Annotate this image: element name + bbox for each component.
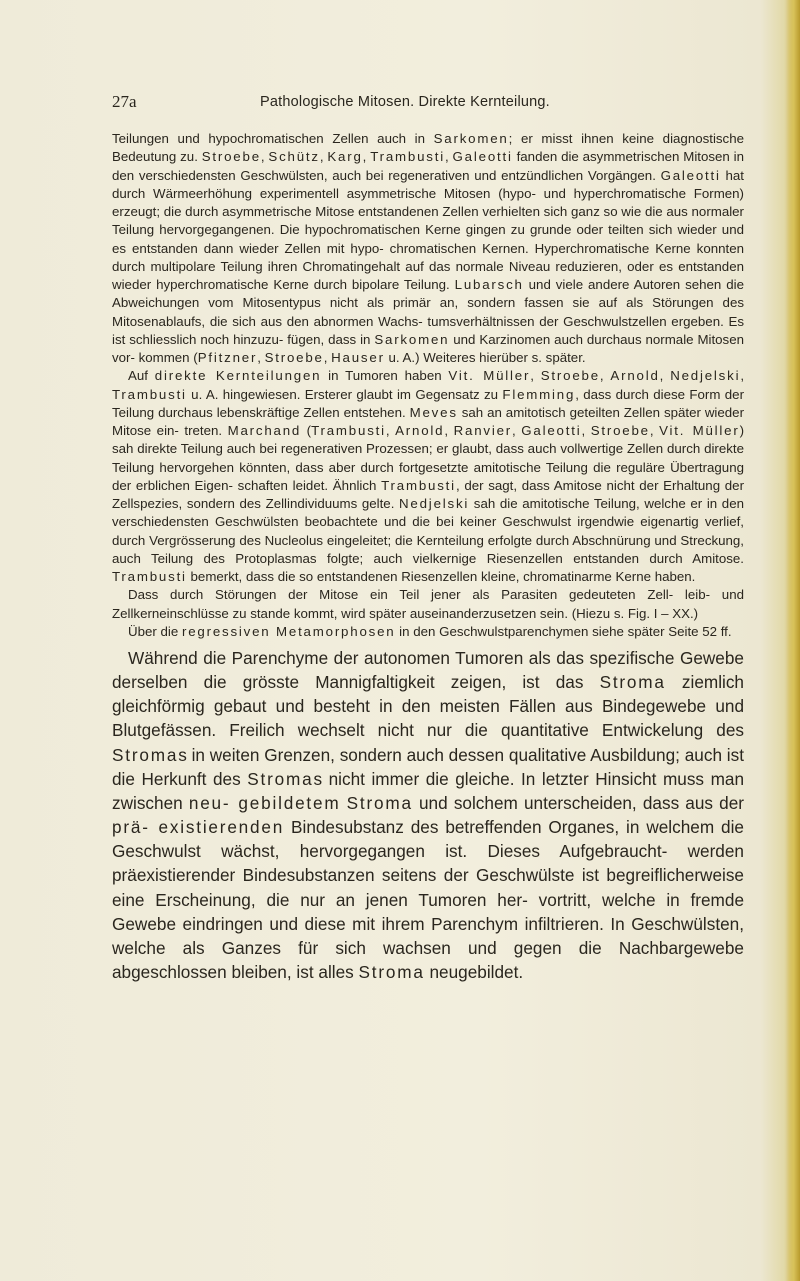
spaced-term: Trambusti [112, 569, 187, 584]
running-head: Pathologische Mitosen. Direkte Kernteilung. [260, 94, 550, 110]
page-edge [786, 0, 800, 1281]
spaced-term: Arnold [395, 423, 445, 438]
page-body [112, 130, 744, 984]
spaced-term: prä- existierenden [112, 817, 285, 838]
spaced-term: Lubarsch [454, 277, 524, 292]
paragraph-asymmetric-mitoses: Teilungen und hypochromatischen Zellen auch in Sarkomen; er misst ihnen keine diagnostische Bedeutung zu. Stroebe, Schütz, Karg, Trambusti, Galeotti fanden die asymmetrischen Mitosen in den verschiedensten Geschwülsten, auch bei regenerativen und entzündlichen Vorgängen. Galeotti hat durch Wärmeerhöhung experimentell asymmetrische Mitosen (hypo- und hyperchromatische Formen) erzeugt; die durch asymmetrische Mitose entstandenen Zellen verhielten sich ganz so wie die aus normaler Teilung hervorgegangenen. Die hypochromatischen Kerne gingen zu grunde oder teilten sich wieder und es entstanden dann wieder Zellen mit hypo- chromatischen Kernen. Hyperchromatische Kerne konnten durch multipolare Teilung ihren Chromatingehalt auf das normale Niveau reduzieren, oder es entstanden wieder hyperchromatische Kerne durch bipolare Teilung. Lubarsch und viele andere Autoren sehen die Abweichungen vom Mitosentypus nicht als primär an, sondern fassen sie auf als Störungen des Mitosenablaufs, die sich aus den abnormen Wachs- tumsverhältnissen der Geschwulstzellen ergeben. Es ist schliesslich noch hinzuzu- fügen, dass in Sarkomen und Karzinomen auch durchaus normale Mitosen vor- kommen (Pfitzner, Stroebe, Hauser u. A.) Weiteres hierüber s. später. [112, 131, 744, 365]
spaced-term: Vit. Müller [659, 423, 740, 438]
spaced-term: Nedjelski [670, 368, 741, 384]
main-text-section [112, 646, 744, 984]
spaced-term: Marchand [227, 423, 302, 438]
spaced-term: Pfitzner [197, 350, 258, 365]
spaced-term: Flemming [502, 386, 576, 402]
spaced-term: Stroebe [201, 149, 261, 165]
spaced-term: neu- gebildetem [188, 792, 341, 813]
spaced-term: Trambusti [370, 149, 446, 165]
spaced-term: Hauser [331, 350, 385, 365]
spaced-term: Nedjelski [399, 496, 470, 511]
spaced-term: Galeotti [660, 167, 721, 183]
spaced-term: regressiven Metamorphosen [181, 623, 396, 639]
spaced-term: Galeotti [521, 423, 582, 438]
spaced-term: Arnold [610, 368, 660, 384]
paragraph-direct-division: Auf direkte Kernteilungen in Tumoren haben Vit. Müller, Stroebe, Arnold, Nedjelski, Trambusti u. A. hingewiesen. Ersterer glaubt im Gegensatz zu Flemming, dass durch diese Form der Teilung durchaus lebenskräftige Zellen entstehen. Meves sah an amitotisch geteilten Zellen später wieder Mitose ein- treten. Marchand (Trambusti, Arnold, Ranvier, Galeotti, Stroebe, Vit. Müller) sah direkte Teilung auch bei regenerativen Prozessen; er glaubt, dass auch vollwertige Zellen durch direkte Teilung hervorgehen könnten, dass aber durch fortgesetzte amitotische Teilung die reguläre Übertragung der erblichen Eigen- schaften leidet. Ähnlich Trambusti, der sagt, dass Amitose nicht der Erhaltung der Zellspezies, sondern des Zellindividuums gelte. Nedjelski sah die amitotische Teilung, welche er in den verschiedensten Geschwülsten beobachtete und die bei keiner Geschwulst irgendwie eigenartig verlief, durch Vergrösserung des Nucleolus eingeleitet; die Kernteilung erfolgte durch Abschnürung und Streckung, auch Teilung des Protoplasmas folgte; auch vielkernige Riesenzellen entstanden durch Amitose. Trambusti bemerkt, dass die so entstandenen Riesenzellen kleine, chromatinarme Kerne haben. [112, 368, 745, 584]
spaced-term: Stroebe [264, 350, 324, 365]
spaced-term: Vit. Müller [448, 368, 531, 384]
spaced-term: Galeotti [452, 149, 513, 165]
spaced-term: Schütz [268, 149, 320, 165]
spaced-term: Trambusti [311, 423, 386, 438]
spaced-term: Trambusti [112, 386, 187, 402]
spaced-term: Stroma [112, 744, 179, 765]
spaced-term: Ranvier [453, 423, 513, 438]
spaced-term: direkte Kernteilungen [154, 368, 322, 384]
spaced-term: Meves [409, 404, 458, 420]
spaced-term: Stroma [247, 768, 314, 789]
small-print-section [112, 130, 744, 641]
spaced-term: Stroebe [590, 423, 650, 438]
paragraph-parasite-inclusions: Dass durch Störungen der Mitose ein Teil jener als Parasiten gedeuteten Zell- leib- und Zellkerneinschlüsse zu stande kommt, wird später auseinanderzusetzen sein. (Hiezu s. Fig. I – XX.) [112, 587, 744, 621]
spaced-term: Stroebe [540, 368, 600, 384]
spaced-term: Stroma [346, 792, 413, 813]
spaced-term: Stroma [358, 962, 425, 983]
spaced-term: Sarkomen [433, 131, 509, 146]
page-number: 27a [112, 92, 137, 111]
spaced-term: Karg [327, 149, 363, 165]
spaced-term: Sarkomen [374, 331, 450, 347]
paragraph-regressive-metamorphoses: Über die regressiven Metamorphosen in den Geschwulstparenchymen siehe später Seite 52 ff. [128, 623, 732, 639]
paragraph-stroma: Während die Parenchyme der autonomen Tumoren als das spezifische Gewebe derselben die grösste Mannigfaltigkeit zeigen, ist das Stroma ziemlich gleichförmig gebaut und besteht in den meisten Fällen aus Bindegewebe und Blutgefässen. Freilich wechselt nicht nur die quantitative Entwickelung des Stromas in weiten Grenzen, sondern auch dessen qualitative Ausbildung; auch ist die Herkunft des Stromas nicht immer die gleiche. In letzter Hinsicht muss man zwischen neu- gebildetem Stroma und solchem unterscheiden, dass aus der prä- existierenden Bindesubstanz des betreffenden Organes, in welchem die Geschwulst wächst, hervorgegangen ist. Dieses Aufgebraucht- werden präexistierender Bindesubstanzen seitens der Geschwülste ist begreiflicherweise eine Erscheinung, die nur an jenen Tumoren her- vortritt, welche in fremde Gewebe eindringen und diese mit ihrem Parenchym infiltrieren. In Geschwülsten, welche als Ganzes für sich wachsen und gegen die Nachbargewebe abgeschlossen bleiben, ist alles Stroma neugebildet. [112, 648, 745, 983]
spaced-term: Stroma [599, 672, 666, 693]
spaced-term: Trambusti [381, 477, 456, 493]
page-header [112, 92, 712, 118]
